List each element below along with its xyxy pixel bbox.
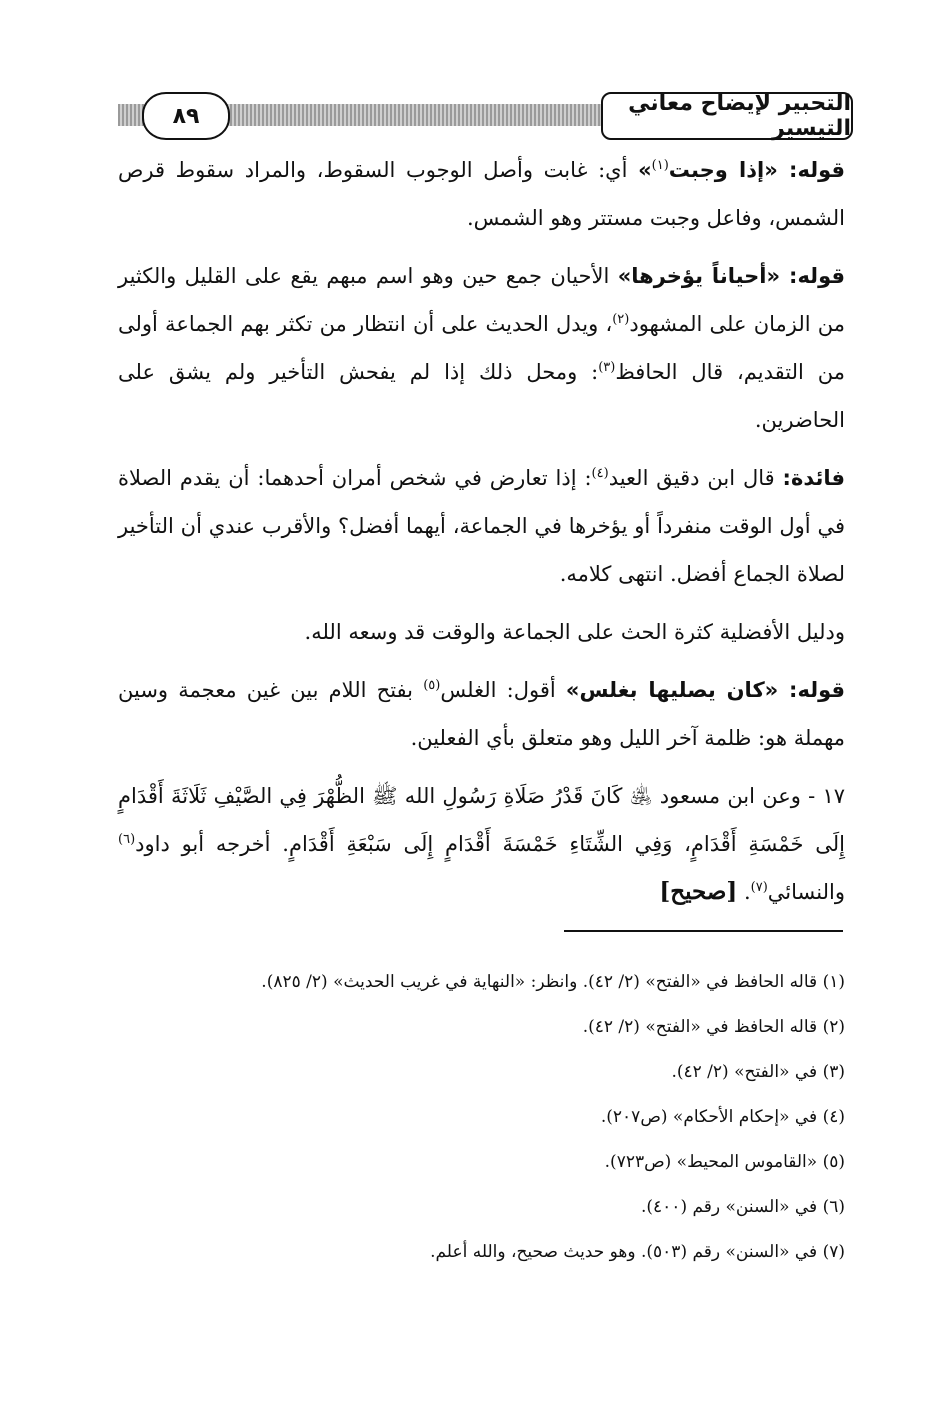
paragraph-text: ، ويدل الحديث على أن انتظار من تكثر بهم الجماعة أولى من التقديم، قال الحافظ (118, 312, 845, 384)
book-title: التحبير لإيضاح معاني التيسير (601, 92, 853, 140)
footnote-item: (١) قاله الحافظ في «الفتح» (٢/ ٤٢). وانظر: «النهاية في غريب الحديث» (٢/ ٨٢٥). (261, 972, 845, 992)
footnote-item: (٣) في «الفتح» (٢/ ٤٢). (671, 1062, 845, 1082)
paragraph-3 (118, 454, 845, 598)
footnote-item: (٤) في «إحكام الأحكام» (ص٢٠٧). (600, 1107, 845, 1127)
paragraph-lead: فائدة: (782, 466, 845, 490)
footnotes (118, 960, 845, 1275)
paragraph-text: . (737, 880, 751, 904)
paragraph-text: : ومحل ذلك إذا لم يفحش التأخير ولم يشق على الحاضرين. (118, 360, 845, 432)
paragraph-text: بفتح اللام بين غين معجمة وسين مهملة هو: ظلمة آخر الليل وهو متعلق بأي الفعلين. (118, 678, 845, 750)
footnote-ref: (٦) (118, 832, 136, 847)
footnote-ref: (٢) (612, 312, 630, 327)
hadith-text: كَانَ قَدْرُ صَلَاةِ رَسُولِ الله ﷺ الظُّهْرَ فِي الصَّيْفِ ثَلَاثَةَ أَقْدَامٍ إِلَى خَمْسَةِ أَقْدَامٍ، وَفِي الشِّتَاءِ خَمْسَةَ أَقْدَامٍ إِلَى سَبْعَةِ أَقْدَامٍ (118, 784, 845, 856)
paragraph-lead: قوله: «إذا وجبت (668, 158, 845, 182)
main-text (118, 146, 845, 926)
footnote-ref: (١) (651, 158, 669, 173)
paragraph-text: ودليل الأفضلية كثرة الحث على الجماعة والوقت قد وسعه الله. (304, 620, 845, 644)
hadith-grade: [صحيح] (659, 878, 738, 905)
footnote-ref: (٣) (598, 360, 616, 375)
footnote-ref: (٧) (750, 880, 768, 895)
page-number: ٨٩ (142, 92, 230, 140)
footnote-ref: (٥) (423, 678, 441, 693)
footnote-separator (564, 930, 843, 932)
paragraph-text: والنسائي (767, 880, 845, 904)
paragraph-lead: قوله: «كان يصليها بغلس» (565, 678, 845, 702)
running-header (118, 92, 853, 140)
footnote-item: (٧) في «السنن» رقم (٥٠٣). وهو حديث صحيح، والله أعلم. (430, 1242, 845, 1262)
paragraph-1 (118, 146, 845, 242)
paragraph-text: الأحيان جمع حين وهو اسم مبهم يقع على القليل والكثير من الزمان على المشهود (118, 264, 845, 336)
footnote-ref: (٤) (591, 466, 609, 481)
footnote-item: (٢) قاله الحافظ في «الفتح» (٢/ ٤٢). (582, 1017, 845, 1037)
footnote-item: (٥) «القاموس المحيط» (ص٧٢٣). (604, 1152, 845, 1172)
paragraph-lead: قوله: «أحياناً يؤخرها» (617, 264, 845, 288)
paragraph-text: أي: غابت وأصل الوجوب السقوط، والمراد سقوط قرص الشمس، وفاعل وجبت مستتر وهو الشمس. (118, 158, 845, 230)
paragraph-5 (118, 666, 845, 762)
paragraph-4 (118, 608, 845, 656)
paragraph-text: ١٧ - وعن ابن مسعود ﵁ (622, 784, 845, 808)
paragraph-text: : إذا تعارض في شخص أمران أحدهما: أن يقدم الصلاة في أول الوقت منفرداً أو يؤخرها في الجماعة، أيهما أفضل؟ والأقرب عندي أن التأخير لصلاة الجماع أفضل. انتهى كلامه. (118, 466, 845, 586)
paragraph-text: قال ابن دقيق العيد (608, 466, 783, 490)
footnote-item: (٦) في «السنن» رقم (٤٠٠). (640, 1197, 845, 1217)
paragraph-text: أقول: الغلس (440, 678, 566, 702)
paragraph-2 (118, 252, 845, 444)
paragraph-text: . أخرجه أبو داود (135, 832, 289, 856)
paragraph-lead-close: » (638, 158, 652, 182)
paragraph-6-hadith (118, 772, 845, 916)
